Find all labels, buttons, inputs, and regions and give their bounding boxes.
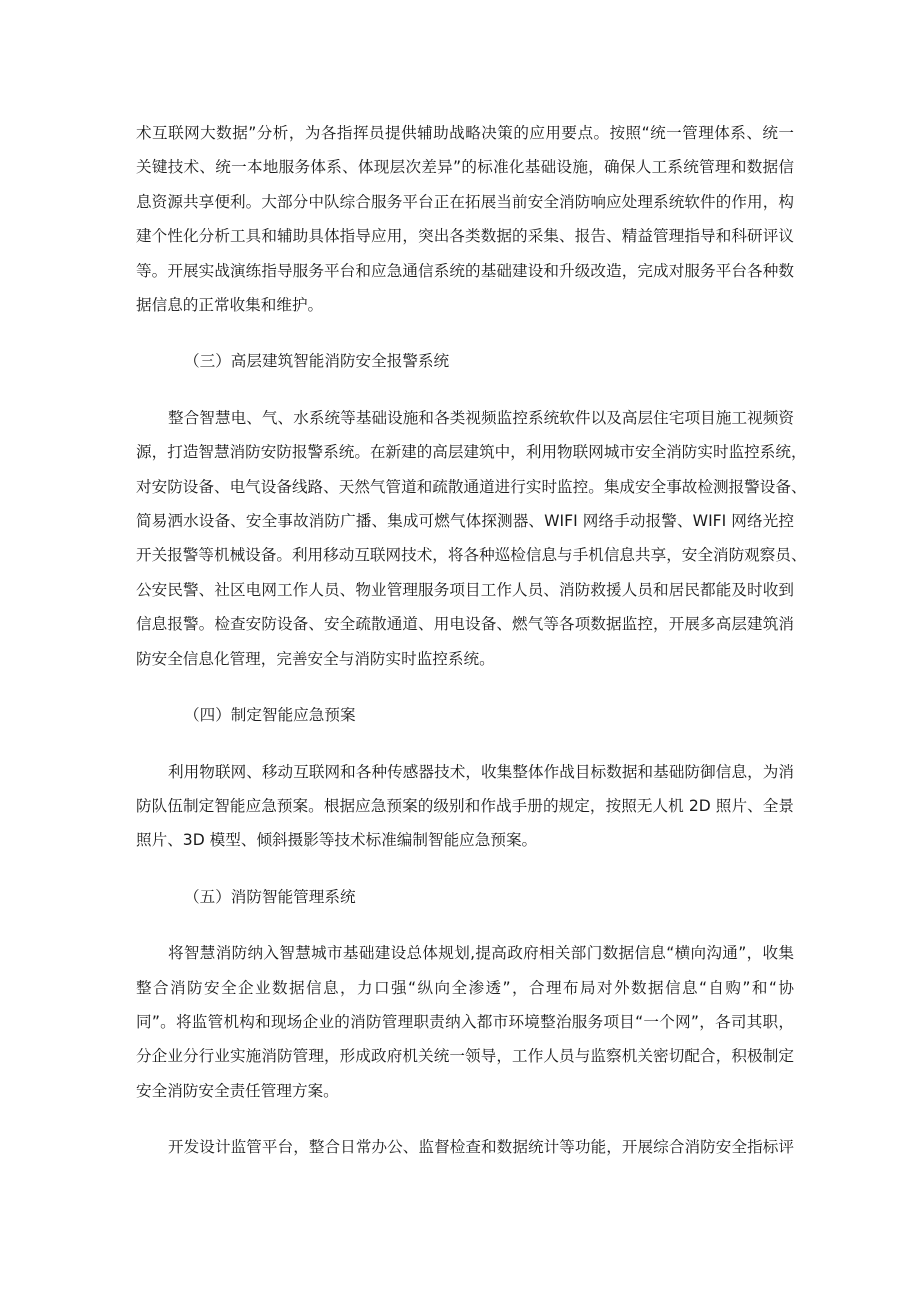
- text-line: 据信息的正常收集和维护。: [136, 296, 324, 315]
- text-line: 分企业分行业实施消防管理，形成政府机关统一领导，工作人员与监察机关密切配合，积极制定: [136, 1047, 794, 1066]
- text-line: 等。开展实战演练指导服务平台和应急通信系统的基础建设和升级改造，完成对服务平台各种数: [136, 261, 794, 280]
- paragraph-section-5-continued: [136, 1130, 794, 1164]
- text-line: 开发设计监管平台，整合日常办公、监督检查和数据统计等功能，开展综合消防安全指标评: [168, 1138, 794, 1157]
- paragraph-section-3: [136, 401, 807, 676]
- paragraph-section-5: [136, 936, 794, 1108]
- text-line: 信息报警。检查安防设备、安全疏散通道、用电设备、燃气等各项数据监控，开展多高层建筑消: [136, 615, 794, 634]
- text-line: 同”。将监管机构和现场企业的消防管理职责纳入都市环境整治服务项目“一个网”，各司其职，: [136, 1012, 794, 1031]
- document-body: [136, 116, 807, 1187]
- paragraph-intro-continuation: [136, 116, 794, 322]
- section-heading-3: （三）高层建筑智能消防安全报警系统: [184, 352, 450, 371]
- text-line: 整合消防安全企业数据信息，力口强“纵向全渗透”，合理布局对外数据信息“自购”和“协: [136, 978, 794, 997]
- section-heading-5: （五）消防智能管理系统: [184, 887, 356, 906]
- text-line: 将智慧消防纳入智慧城市基础建设总体规划,提高政府相关部门数据信息“横向沟通”，收集: [168, 944, 794, 963]
- text-line: 开关报警等机械设备。利用移动互联网技术，将各种巡检信息与手机信息共享，安全消防观察员、: [136, 546, 807, 565]
- text-line: 关键技术、统一本地服务体系、体现层次差异”的标准化基础设施，确保人工系统管理和数据信: [136, 158, 794, 177]
- text-line: 术互联网大数据”分析，为各指挥员提供辅助战略决策的应用要点。按照“统一管理体系、统一: [136, 124, 794, 142]
- text-line: 公安民警、社区电网工作人员、物业管理服务项目工作人员、消防救援人员和居民都能及时收到: [136, 580, 794, 599]
- section-heading-4: （四）制定智能应急预案: [184, 706, 356, 725]
- paragraph-section-4: [136, 755, 794, 858]
- text-line: 防安全信息化管理，完善安全与消防实时监控系统。: [136, 649, 495, 668]
- text-line: 息资源共享便利。大部分中队综合服务平台正在拓展当前安全消防响应处理系统软件的作用，构: [136, 192, 794, 211]
- text-line: 简易洒水设备、安全事故消防广播、集成可燃气体探测器、WIFI 网络手动报警、WIFI 网络光控: [136, 512, 794, 531]
- text-line: 利用物联网、移动互联网和各种传感器技术，收集整体作战目标数据和基础防御信息，为消: [168, 762, 794, 781]
- text-line: 安全消防安全责任管理方案。: [136, 1081, 339, 1100]
- text-line: 整合智慧电、气、水系统等基础设施和各类视频监控系统软件以及高层住宅项目施工视频资: [168, 408, 794, 427]
- text-line: 对安防设备、电气设备线路、天然气管道和疏散通道进行实时监控。集成安全事故检测报警设备、: [136, 477, 807, 496]
- text-line: 照片、3D 模型、倾斜摄影等技术标准编制智能应急预案。: [136, 831, 538, 850]
- text-line: 建个性化分析工具和辅助具体指导应用，突出各类数据的采集、报告、精益管理指导和科研评议: [136, 227, 794, 246]
- text-line: 防队伍制定智能应急预案。根据应急预案的级别和作战手册的规定，按照无人机 2D 照片、全景: [136, 796, 794, 815]
- text-line: 源，打造智慧消防安防报警系统。在新建的高层建筑中，利用物联网城市安全消防实时监控系统，: [136, 443, 807, 462]
